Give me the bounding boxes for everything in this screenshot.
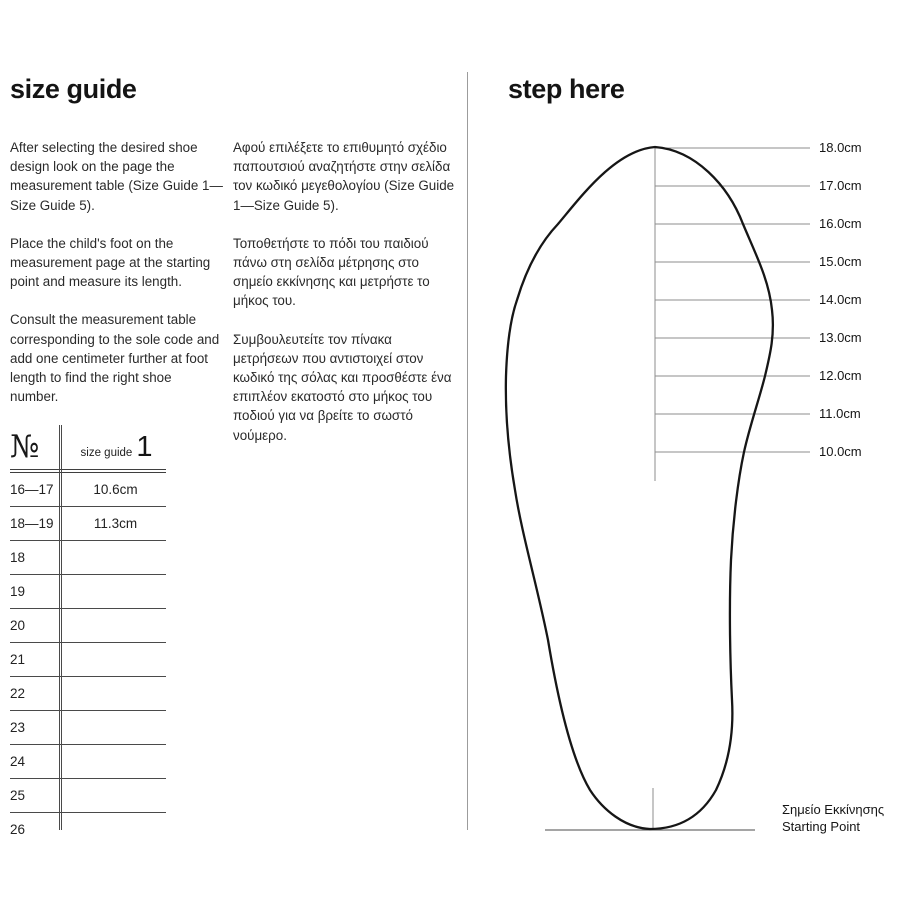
page-title-size-guide: size guide — [10, 74, 137, 104]
measurement-label: 12.0cm — [819, 368, 862, 383]
measurement-label: 17.0cm — [819, 178, 862, 193]
table-row — [10, 609, 166, 643]
measurement-label: 10.0cm — [819, 444, 862, 459]
size-cell: 16—17 — [10, 482, 54, 497]
size-cell: 22 — [10, 686, 26, 701]
foot-outline — [506, 147, 773, 829]
size-table-body — [10, 473, 166, 846]
size-cell: 26 — [10, 822, 26, 837]
size-cell: 21 — [10, 652, 26, 667]
instructions-en-paragraph-3: Consult the measurement table corresponding to the sole code and add one centimeter further at foot length to find the right shoe number. — [10, 312, 220, 405]
starting-point-english: Starting Point — [782, 818, 861, 834]
instructions-el-paragraph-1: Αφού επιλέξετε το επιθυμητό σχέδιο παπουτσιού αναζητήστε στην σελίδα τον κωδικό μεγεθολογίου (Size Guide 1—Size Guide 5). — [233, 140, 455, 213]
size-cell: 23 — [10, 720, 26, 735]
table-row — [10, 541, 166, 575]
table-row — [10, 643, 166, 677]
size-guide-header — [59, 430, 166, 463]
table-row — [10, 677, 166, 711]
instructions-el-paragraph-2: Τοποθετήστε το πόδι του παιδιού πάνω στη σελίδα μέτρησης στο σημείο εκκίνησης και μετρήστε το μήκος του. — [233, 235, 430, 309]
size-guide-header-label: size guide — [80, 446, 133, 459]
size-guide-header-number: 1 — [136, 430, 153, 463]
instructions-english — [10, 138, 223, 425]
table-row — [10, 473, 166, 507]
length-cell: 11.3cm — [93, 516, 138, 531]
instructions-en-paragraph-1: After selecting the desired shoe design look on the page the measurement table (Size Guide 1—Size Guide 5). — [10, 140, 223, 213]
column-divider — [467, 72, 468, 830]
table-row — [10, 507, 166, 541]
measurement-label: 14.0cm — [819, 292, 862, 307]
starting-point-label — [782, 802, 884, 835]
measurement-label: 16.0cm — [819, 216, 862, 231]
table-row — [10, 575, 166, 609]
measurement-label: 18.0cm — [819, 140, 862, 155]
size-table — [10, 425, 166, 846]
table-vertical-rule — [59, 425, 62, 830]
size-cell: 20 — [10, 618, 26, 633]
length-cell: 10.6cm — [93, 482, 138, 497]
instructions-en-paragraph-2: Place the child's foot on the measurement page at the starting point and measure its length. — [10, 235, 211, 290]
table-header-row — [10, 425, 166, 473]
starting-point-greek: Σημείο Εκκίνησης — [782, 802, 885, 817]
measurement-label: 13.0cm — [819, 330, 862, 345]
measurement-lines — [655, 148, 810, 452]
table-row — [10, 711, 166, 745]
page-title-step-here: step here — [508, 74, 625, 104]
instructions-el-paragraph-3: Συμβουλευτείτε τον πίνακα μετρήσεων που αντιστοιχεί στον κωδικό της σόλας και προσθέστε ένα επιπλέον εκατοστό στο μήκος του ποδιού για να βρείτε το σωστό νούμερο. — [233, 331, 452, 443]
size-cell: 19 — [10, 584, 26, 599]
table-row — [10, 779, 166, 813]
size-cell: 18 — [10, 550, 26, 565]
table-row — [10, 745, 166, 779]
size-cell: 18—19 — [10, 516, 54, 531]
size-cell: 25 — [10, 788, 26, 803]
instructions-greek — [233, 138, 461, 464]
measurement-label: 11.0cm — [819, 406, 861, 421]
table-row — [10, 813, 166, 846]
measurement-label: 15.0cm — [819, 254, 862, 269]
numero-header: № — [10, 428, 40, 465]
size-cell: 24 — [10, 754, 26, 769]
